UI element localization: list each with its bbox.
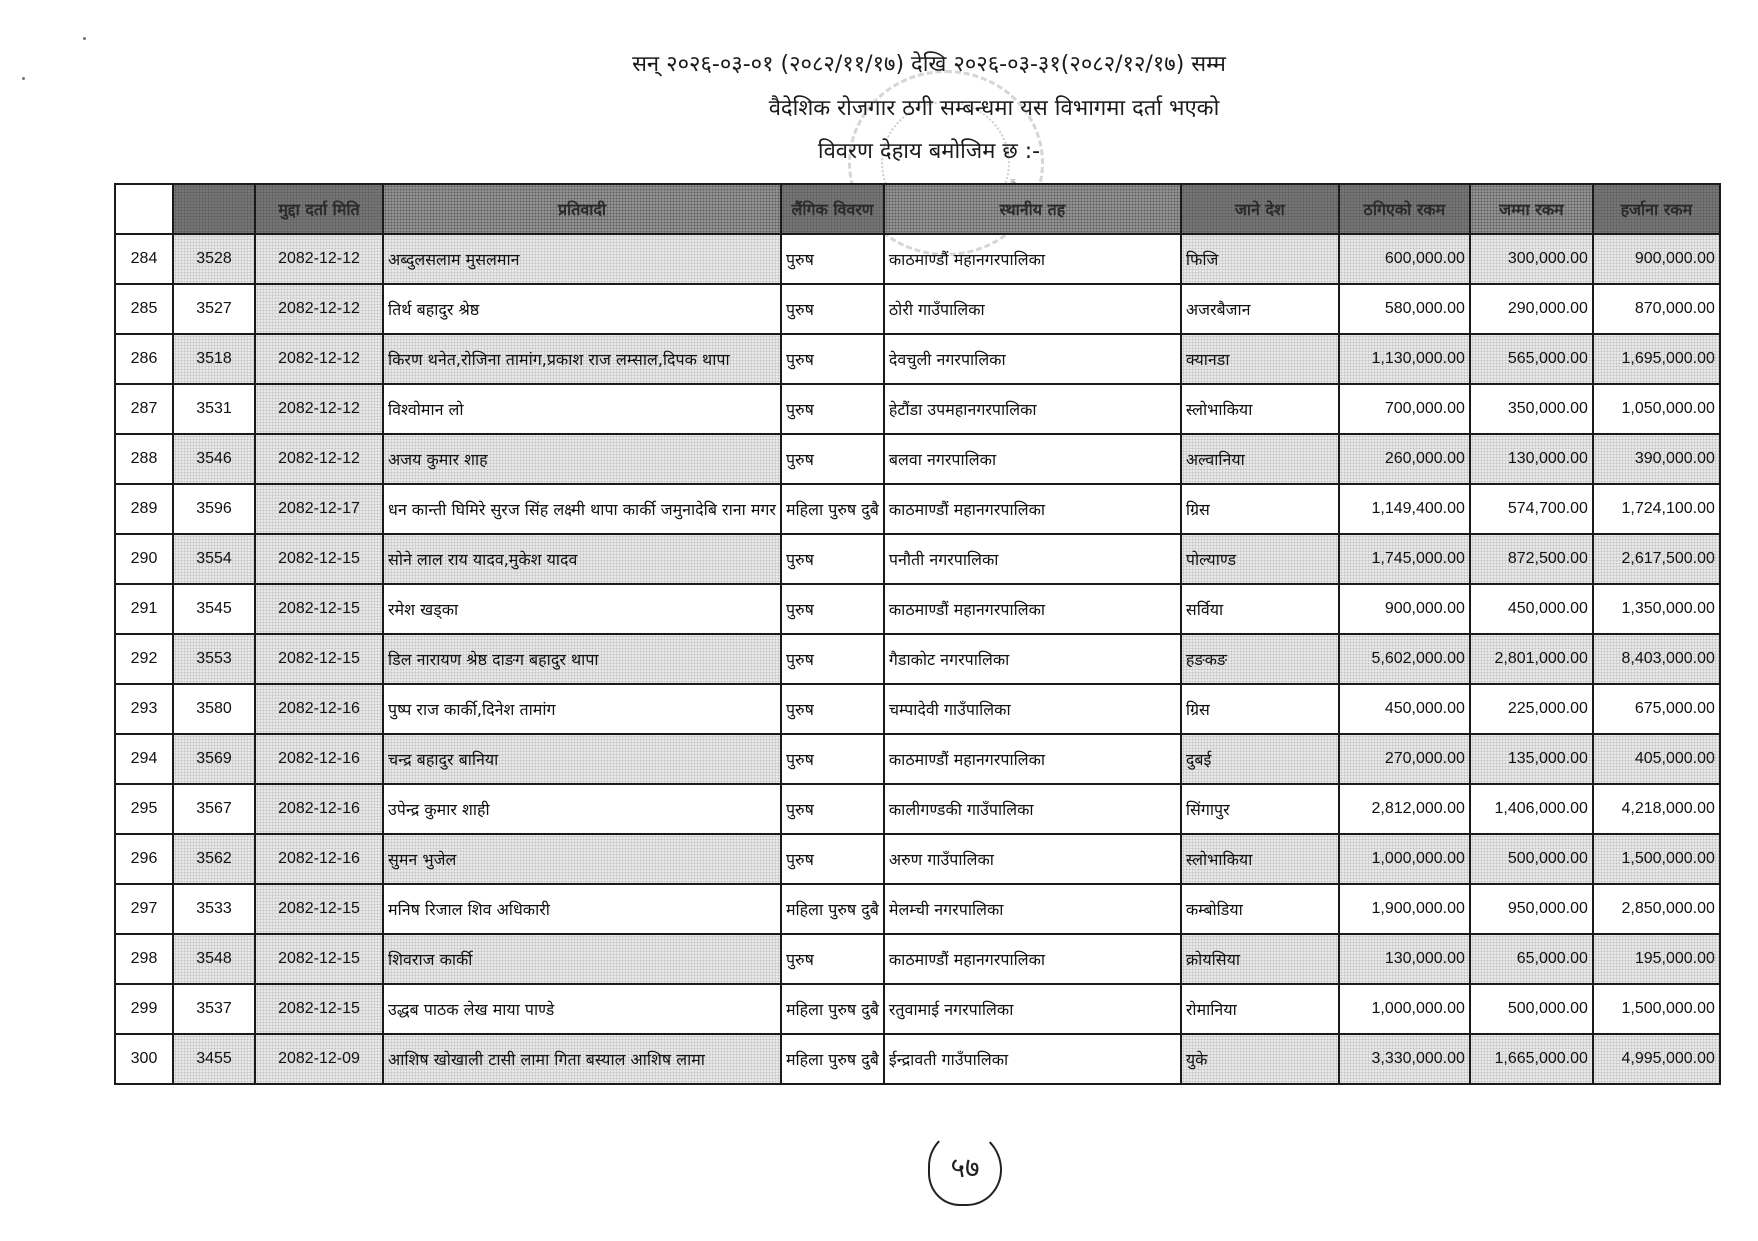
table-row [115, 684, 1720, 734]
cell-gender: पुरुष [781, 334, 884, 384]
cell-defendant: किरण थनेत,रोजिना तामांग,प्रकाश राज लम्साल,दिपक थापा [383, 334, 781, 384]
cell-local-body: ईन्द्रावती गाउँपालिका [884, 1034, 1181, 1084]
cell-case-number: 3527 [173, 284, 255, 334]
cell-case-number: 3554 [173, 534, 255, 584]
cell-serial: 299 [115, 984, 173, 1034]
cell-defendant: अजय कुमार शाह [383, 434, 781, 484]
cell-local-body: बलवा नगरपालिका [884, 434, 1181, 484]
cell-gender: पुरुष [781, 534, 884, 584]
table-row [115, 1034, 1720, 1084]
cell-defendant: तिर्थ बहादुर श्रेष्ठ [383, 284, 781, 334]
cell-serial: 293 [115, 684, 173, 734]
table-row [115, 584, 1720, 634]
cell-registration-date: 2082-12-16 [255, 734, 383, 784]
table-row [115, 284, 1720, 334]
cell-defrauded-amount: 270,000.00 [1339, 734, 1470, 784]
cell-case-number: 3528 [173, 234, 255, 284]
cell-registration-date: 2082-12-12 [255, 434, 383, 484]
cell-gender: पुरुष [781, 434, 884, 484]
cell-gender: पुरुष [781, 834, 884, 884]
cell-case-number: 3562 [173, 834, 255, 884]
cell-destination-country: सिंगापुर [1181, 784, 1339, 834]
cell-defrauded-amount: 1,149,400.00 [1339, 484, 1470, 534]
cell-serial: 296 [115, 834, 173, 884]
cell-gender: महिला पुरुष दुबै [781, 1034, 884, 1084]
handwritten-page-number: ५७ [928, 1130, 1002, 1206]
cell-registration-date: 2082-12-15 [255, 934, 383, 984]
header-case-number [173, 184, 255, 234]
cell-defrauded-amount: 3,330,000.00 [1339, 1034, 1470, 1084]
cell-compensation-amount: 405,000.00 [1593, 734, 1720, 784]
report-subject-heading: वैदेशिक रोजगार ठगी सम्बन्धमा यस विभागमा दर्ता भएको [768, 96, 1220, 121]
cell-total-amount: 872,500.00 [1470, 534, 1593, 584]
table-row [115, 434, 1720, 484]
cell-gender: पुरुष [781, 234, 884, 284]
cell-gender: पुरुष [781, 634, 884, 684]
cell-defrauded-amount: 450,000.00 [1339, 684, 1470, 734]
cell-serial: 289 [115, 484, 173, 534]
header-compensation-amount: हर्जाना रकम [1593, 184, 1720, 234]
cell-destination-country: पोल्याण्ड [1181, 534, 1339, 584]
cell-defrauded-amount: 5,602,000.00 [1339, 634, 1470, 684]
cell-local-body: काठमाण्डौं महानगरपालिका [884, 934, 1181, 984]
cell-registration-date: 2082-12-12 [255, 384, 383, 434]
cell-destination-country: ग्रिस [1181, 684, 1339, 734]
cell-total-amount: 1,665,000.00 [1470, 1034, 1593, 1084]
cell-defrauded-amount: 2,812,000.00 [1339, 784, 1470, 834]
cell-defrauded-amount: 1,745,000.00 [1339, 534, 1470, 584]
report-intro-heading: विवरण देहाय बमोजिम छ :- [817, 139, 1041, 164]
cell-serial: 292 [115, 634, 173, 684]
header-local-body: स्थानीय तह [884, 184, 1181, 234]
cell-total-amount: 450,000.00 [1470, 584, 1593, 634]
cell-gender: महिला पुरुष दुबै [781, 984, 884, 1034]
cell-serial: 298 [115, 934, 173, 984]
scan-speck [83, 37, 86, 40]
cell-compensation-amount: 900,000.00 [1593, 234, 1720, 284]
cell-total-amount: 500,000.00 [1470, 834, 1593, 884]
table-row [115, 984, 1720, 1034]
cell-total-amount: 1,406,000.00 [1470, 784, 1593, 834]
cell-compensation-amount: 2,850,000.00 [1593, 884, 1720, 934]
cell-defendant: विश्वोमान लो [383, 384, 781, 434]
cell-destination-country: स्लोभाकिया [1181, 384, 1339, 434]
cell-gender: पुरुष [781, 284, 884, 334]
cell-case-number: 3537 [173, 984, 255, 1034]
table-row [115, 934, 1720, 984]
cell-serial: 285 [115, 284, 173, 334]
cell-local-body: हेटौंडा उपमहानगरपालिका [884, 384, 1181, 434]
cell-compensation-amount: 195,000.00 [1593, 934, 1720, 984]
cell-destination-country: क्यानडा [1181, 334, 1339, 384]
table-row [115, 384, 1720, 434]
cell-compensation-amount: 1,050,000.00 [1593, 384, 1720, 434]
cell-registration-date: 2082-12-15 [255, 984, 383, 1034]
cell-destination-country: स्लोभाकिया [1181, 834, 1339, 884]
cell-case-number: 3553 [173, 634, 255, 684]
cell-total-amount: 65,000.00 [1470, 934, 1593, 984]
cell-defendant: डिल नारायण श्रेष्ठ दाङग बहादुर थापा [383, 634, 781, 684]
cell-case-number: 3548 [173, 934, 255, 984]
header-serial [115, 184, 173, 234]
table-row [115, 734, 1720, 784]
table-row [115, 234, 1720, 284]
cell-defendant: आशिष खोखाली टासी लामा गिता बस्याल आशिष लामा [383, 1034, 781, 1084]
cell-total-amount: 135,000.00 [1470, 734, 1593, 784]
cell-gender: पुरुष [781, 734, 884, 784]
cell-total-amount: 565,000.00 [1470, 334, 1593, 384]
cell-total-amount: 130,000.00 [1470, 434, 1593, 484]
cell-compensation-amount: 8,403,000.00 [1593, 634, 1720, 684]
cell-case-number: 3567 [173, 784, 255, 834]
cell-defrauded-amount: 130,000.00 [1339, 934, 1470, 984]
cell-gender: महिला पुरुष दुबै [781, 484, 884, 534]
fraud-cases-table [114, 183, 1721, 1085]
cell-gender: महिला पुरुष दुबै [781, 884, 884, 934]
cell-local-body: रतुवामाई नगरपालिका [884, 984, 1181, 1034]
cell-registration-date: 2082-12-16 [255, 684, 383, 734]
cell-local-body: काठमाण्डौं महानगरपालिका [884, 584, 1181, 634]
cell-serial: 294 [115, 734, 173, 784]
cell-defrauded-amount: 700,000.00 [1339, 384, 1470, 434]
cell-defrauded-amount: 1,130,000.00 [1339, 334, 1470, 384]
cell-compensation-amount: 4,218,000.00 [1593, 784, 1720, 834]
cell-case-number: 3569 [173, 734, 255, 784]
table-row [115, 634, 1720, 684]
cell-serial: 287 [115, 384, 173, 434]
cell-registration-date: 2082-12-12 [255, 234, 383, 284]
cell-destination-country: कम्बोडिया [1181, 884, 1339, 934]
table-row [115, 534, 1720, 584]
cell-gender: पुरुष [781, 784, 884, 834]
cell-defrauded-amount: 260,000.00 [1339, 434, 1470, 484]
cell-registration-date: 2082-12-12 [255, 334, 383, 384]
header-total-amount: जम्मा रकम [1470, 184, 1593, 234]
cell-registration-date: 2082-12-09 [255, 1034, 383, 1084]
cell-compensation-amount: 390,000.00 [1593, 434, 1720, 484]
cell-defrauded-amount: 600,000.00 [1339, 234, 1470, 284]
cell-defendant: सुमन भुजेल [383, 834, 781, 884]
table-row [115, 884, 1720, 934]
cell-compensation-amount: 870,000.00 [1593, 284, 1720, 334]
cell-serial: 288 [115, 434, 173, 484]
cell-defendant: शिवराज कार्की [383, 934, 781, 984]
cell-local-body: मेलम्ची नगरपालिका [884, 884, 1181, 934]
cell-serial: 290 [115, 534, 173, 584]
cell-case-number: 3518 [173, 334, 255, 384]
table-row [115, 784, 1720, 834]
cell-registration-date: 2082-12-12 [255, 284, 383, 334]
table-header-row [115, 184, 1720, 234]
cell-defendant: चन्द्र बहादुर बानिया [383, 734, 781, 784]
cell-destination-country: युके [1181, 1034, 1339, 1084]
table-row [115, 484, 1720, 534]
cell-total-amount: 300,000.00 [1470, 234, 1593, 284]
cell-total-amount: 290,000.00 [1470, 284, 1593, 334]
cell-case-number: 3545 [173, 584, 255, 634]
cell-gender: पुरुष [781, 934, 884, 984]
cell-local-body: देवचुली नगरपालिका [884, 334, 1181, 384]
cell-case-number: 3455 [173, 1034, 255, 1084]
cell-defrauded-amount: 1,000,000.00 [1339, 834, 1470, 884]
cell-local-body: कालीगण्डकी गाउँपालिका [884, 784, 1181, 834]
cell-defendant: पुष्प राज कार्की,दिनेश तामांग [383, 684, 781, 734]
cell-local-body: अरुण गाउँपालिका [884, 834, 1181, 884]
cell-defrauded-amount: 1,900,000.00 [1339, 884, 1470, 934]
cell-defendant: मनिष रिजाल शिव अधिकारी [383, 884, 781, 934]
cell-total-amount: 500,000.00 [1470, 984, 1593, 1034]
cell-destination-country: सर्विया [1181, 584, 1339, 634]
cell-destination-country: क्रोयसिया [1181, 934, 1339, 984]
cell-local-body: काठमाण्डौं महानगरपालिका [884, 734, 1181, 784]
cell-registration-date: 2082-12-15 [255, 634, 383, 684]
cell-local-body: चम्पादेवी गाउँपालिका [884, 684, 1181, 734]
cell-serial: 286 [115, 334, 173, 384]
cell-registration-date: 2082-12-17 [255, 484, 383, 534]
cell-total-amount: 2,801,000.00 [1470, 634, 1593, 684]
cell-local-body: ठोरी गाउँपालिका [884, 284, 1181, 334]
cell-defendant: सोने लाल राय यादव,मुकेश यादव [383, 534, 781, 584]
cell-serial: 295 [115, 784, 173, 834]
cell-gender: पुरुष [781, 584, 884, 634]
cell-defendant: उपेन्द्र कुमार शाही [383, 784, 781, 834]
cell-case-number: 3533 [173, 884, 255, 934]
cell-local-body: काठमाण्डौं महानगरपालिका [884, 484, 1181, 534]
cell-registration-date: 2082-12-15 [255, 584, 383, 634]
header-defrauded-amount: ठगिएको रकम [1339, 184, 1470, 234]
cell-defendant: अब्दुलसलाम मुसलमान [383, 234, 781, 284]
report-period-heading: सन् २०२६-०३-०१ (२०८२/११/१७) देखि २०२६-०३-३१(२०८२/१२/१७) सम्म [632, 52, 1226, 77]
cell-local-body: गैडाकोट नगरपालिका [884, 634, 1181, 684]
cell-serial: 284 [115, 234, 173, 284]
cell-compensation-amount: 1,724,100.00 [1593, 484, 1720, 534]
cell-compensation-amount: 1,695,000.00 [1593, 334, 1720, 384]
cell-gender: पुरुष [781, 384, 884, 434]
cell-destination-country: रोमानिया [1181, 984, 1339, 1034]
cell-defrauded-amount: 1,000,000.00 [1339, 984, 1470, 1034]
table-row [115, 834, 1720, 884]
cell-case-number: 3596 [173, 484, 255, 534]
cell-destination-country: ग्रिस [1181, 484, 1339, 534]
cell-destination-country: अजरबैजान [1181, 284, 1339, 334]
cell-destination-country: हङकङ [1181, 634, 1339, 684]
cell-gender: पुरुष [781, 684, 884, 734]
cell-compensation-amount: 4,995,000.00 [1593, 1034, 1720, 1084]
header-destination-country: जाने देश [1181, 184, 1339, 234]
cell-total-amount: 225,000.00 [1470, 684, 1593, 734]
cell-defendant: रमेश खड्का [383, 584, 781, 634]
cell-compensation-amount: 675,000.00 [1593, 684, 1720, 734]
cell-destination-country: दुबई [1181, 734, 1339, 784]
cell-destination-country: अल्वानिया [1181, 434, 1339, 484]
cell-case-number: 3531 [173, 384, 255, 434]
cell-defendant: धन कान्ती घिमिरे सुरज सिंह लक्ष्मी थापा कार्की जमुनादेबि राना मगर [383, 484, 781, 534]
header-defendant: प्रतिवादी [383, 184, 781, 234]
cell-total-amount: 574,700.00 [1470, 484, 1593, 534]
cell-compensation-amount: 1,500,000.00 [1593, 834, 1720, 884]
header-registration-date: मुद्दा दर्ता मिति [255, 184, 383, 234]
cell-registration-date: 2082-12-16 [255, 834, 383, 884]
cell-compensation-amount: 1,500,000.00 [1593, 984, 1720, 1034]
cell-defrauded-amount: 580,000.00 [1339, 284, 1470, 334]
cell-registration-date: 2082-12-15 [255, 534, 383, 584]
cell-compensation-amount: 1,350,000.00 [1593, 584, 1720, 634]
cell-serial: 291 [115, 584, 173, 634]
cell-local-body: काठमाण्डौं महानगरपालिका [884, 234, 1181, 284]
cell-case-number: 3580 [173, 684, 255, 734]
cell-serial: 300 [115, 1034, 173, 1084]
cell-case-number: 3546 [173, 434, 255, 484]
header-gender: लैंगिक विवरण [781, 184, 884, 234]
cell-compensation-amount: 2,617,500.00 [1593, 534, 1720, 584]
cell-total-amount: 350,000.00 [1470, 384, 1593, 434]
cell-local-body: पनौती नगरपालिका [884, 534, 1181, 584]
cell-defrauded-amount: 900,000.00 [1339, 584, 1470, 634]
cell-total-amount: 950,000.00 [1470, 884, 1593, 934]
table-row [115, 334, 1720, 384]
cell-registration-date: 2082-12-15 [255, 884, 383, 934]
cell-registration-date: 2082-12-16 [255, 784, 383, 834]
cell-serial: 297 [115, 884, 173, 934]
cell-defendant: उद्धब पाठक लेख माया पाण्डे [383, 984, 781, 1034]
cell-destination-country: फिजि [1181, 234, 1339, 284]
